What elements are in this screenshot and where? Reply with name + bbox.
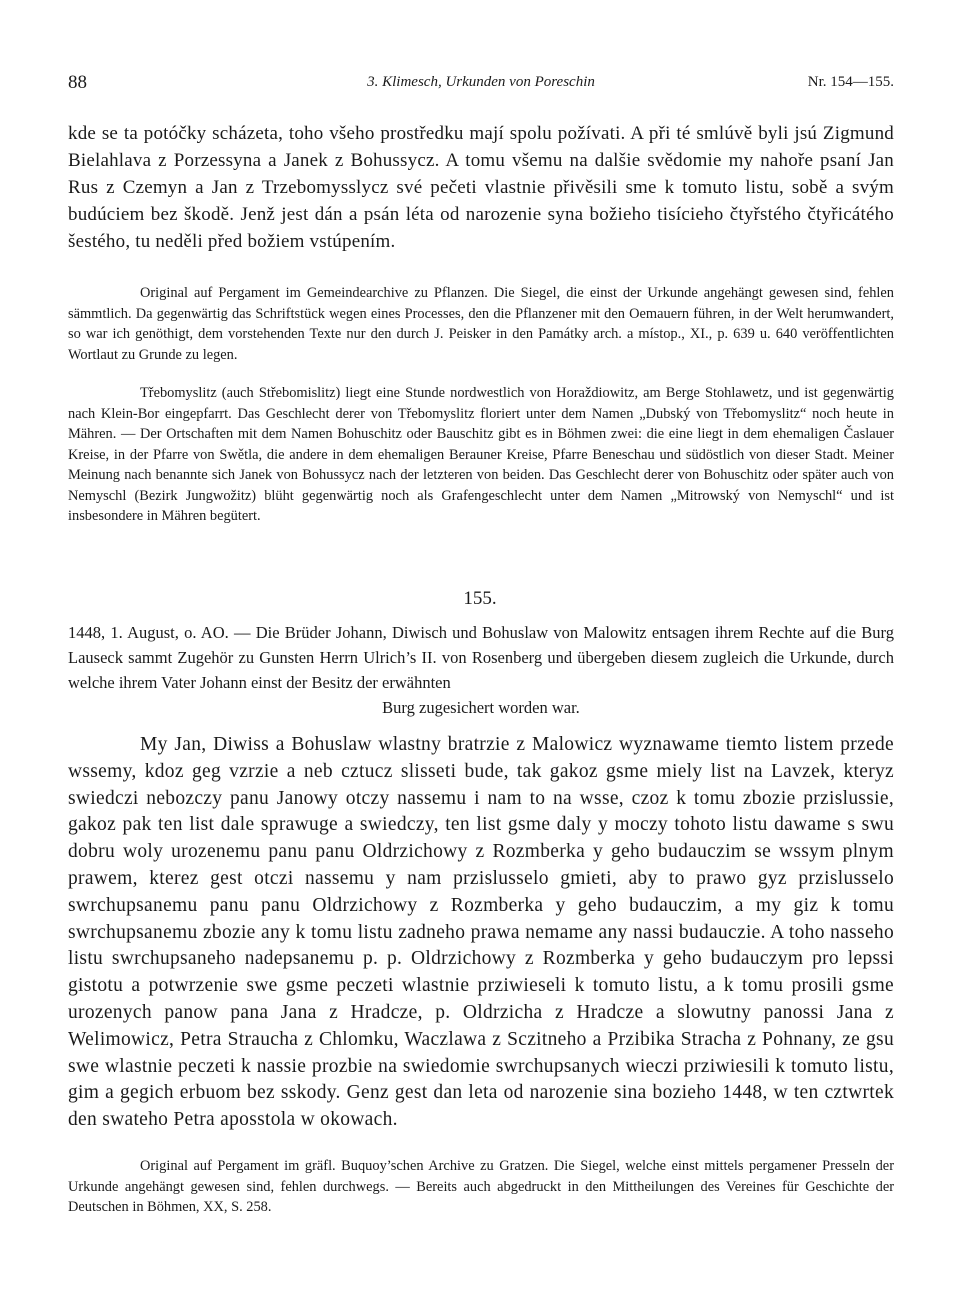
doc155-note-block xyxy=(68,1156,894,1218)
doc154-note-original: Original auf Pergament im Gemeindearchive zu Pflanzen. Die Siegel, die einst der Urkunde angehängt gewesen sind, fehlen sämmtlich. Da gegenwärtig das Schriftstück wegen eines Processes, den die Pflanzener mit den Oemauern führen, in der Welt herumwandert, so war ich genöthigt, dem vorstehenden Texte nur den durch J. Peisker in den Památky arch. a místop., XI., p. 639 u. 640 veröffentlichten Wortlaut zu Grunde zu legen. xyxy=(68,285,894,363)
doc155-note: Original auf Pergament im gräfl. Buquoy’schen Archive zu Gratzen. Die Siegel, welche einst mittels pergamener Presseln der Urkunde angehängt gewesen sind, fehlen durchwegs. — Bereits auch abgedruckt in den Mittheilungen des Vereines für Geschichte der Deutschen in Böhmen, XX, S. 258. xyxy=(68,1158,894,1215)
doc155-regest-main: 1448, 1. August, o. AO. — Die Brüder Johann, Diwisch und Bohuslaw von Malowitz entsagen ihrem Rechte auf die Burg Lauseck sammt Zugehör zu Gunsten Herrn Ulrich’s II. von Rosenberg und übergeben diesem zugleich die Urkunde, durch welche ihrem Vater Johann einst der Besitz der erwähnten xyxy=(68,623,894,692)
doc154-note-places: Třebomyslitz (auch Střebomislitz) liegt eine Stunde nordwestlich von Horaždiowitz, am Berge Stohlawetz, und ist gegenwärtig nach Klein-Bor eingepfarrt. Das Geschlecht derer von Třebomyslitz floriert unter dem Namen „Dubský von Třebomyslitz“ noch heute in Mähren. — Der Ortschaften mit dem Namen Bohuschitz oder Bauschitz gibt es in Böhmen zwei: die eine liegt in dem ehemaligen Časlauer Kreise, in der Pfarre von Swětla, die andere in dem ehemaligen Berauner Kreise, Pfarre Beneschau und südöstlich von dieser Stadt. Meiner Meinung nach benannte sich Janek von Bohussycz nach der letzteren von beiden. Das Geschlecht derer von Bohuschitz oder später auch von Nemyschl (Bezirk Jungwožitz) blüht gegenwärtig noch als Grafengeschlecht unter dem Namen „Mitrowský von Nemyschl“ und ist insbesondere in Mähren begütert. xyxy=(68,385,894,524)
doc155-text: My Jan, Diwiss a Bohuslaw wlastny bratrzie z Malowicz wyznawame tiemto listem przede wssemy, kdoz geg vzrzie a neb cztucz slisseti bude, tak gakoz gsme miely list na Lavzek, kteryz swiedczi nebozczy panu Janowy otczy nassemu i nam to na wsse, czoz k tomu zbozie przislussie, gakoz pak ten list dale sprawuge a swiedczy, ten list gsme daly y moczy tohoto listu dawame s swu dobru woly urozenemu panu panu Oldrzichowy z Rozmberka y geho budauczim se wssym plnym prawem, kterez gest otczi nassemu y nam przislusselo gmieti, aby to prawo gyz przislusselo swrchupsanemu panu panu Oldrzichowy z Rozmberka y geho budauczim, a my giz k tomu swrchupsanemu zbozie any k tomu listu zadneho prawa nemame any nassi budauczie. A toho nasseho listu swrchupsaneho nadepsanemu p. p. Oldrzichowy z Rozmberka y geho budauczym pro lepssi gistotu a potwrzenie swe gsme peczeti wlastnie prziwieseli k tomuto listu, a k tomu prosili gsme urozenych panow pana Jana z Hradcze, p. Oldrzicha z Hradcze a slowutny panossi Jana z Welimowicz, Petra Straucha z Chlomku, Waczlawa z Sczitneho a Przibika Stracha z Pohnany, ze gsu swe wlastnie peczeti k nassie prozbie na swiedomie swrchupsanych wieczi prziwiesili k tomuto listu, gim a gegich erbuom bez sskody. Genz gest dan leta od narozenie sina bozieho 1448, w ten cztwrtek den swateho Petra aposstola w okowach. xyxy=(68,734,894,1131)
doc155-number: 155. xyxy=(463,588,497,609)
doc155-regest xyxy=(68,620,894,720)
doc155-text-block xyxy=(68,732,894,1134)
doc154-note-original-block xyxy=(68,283,894,365)
doc154-note-places-block xyxy=(68,383,894,527)
doc155-regest-last: Burg zugesichert worden war. xyxy=(382,698,580,717)
running-header xyxy=(68,72,894,96)
doc154-text-end: kde se ta potóčky scházeta, toho všeho prostředku mají spolu požívati. A při té smlúvě byli jsú Zigmund Bielahlava z Porzessyna a Janek z Bohussycz. A tomu všemu na dalšie svědomie my nahoře psaní Jan Rus z Czemyn a Jan z Trzebomysslycz své pečeti vlastnie přivěsili sme k tomuto listu, sobě a svým budúciem bez škodě. Jenž jest dán a psán léta od narozenie syna božieho tisícieho čtyřstého čtyřicátého šestého, tu neděli před božiem vstúpením. xyxy=(68,123,894,252)
running-title: 3. Klimesch, Urkunden von Poreschin xyxy=(367,74,595,90)
page-number: 88 xyxy=(68,72,87,93)
document-range: Nr. 154—155. xyxy=(807,74,894,90)
